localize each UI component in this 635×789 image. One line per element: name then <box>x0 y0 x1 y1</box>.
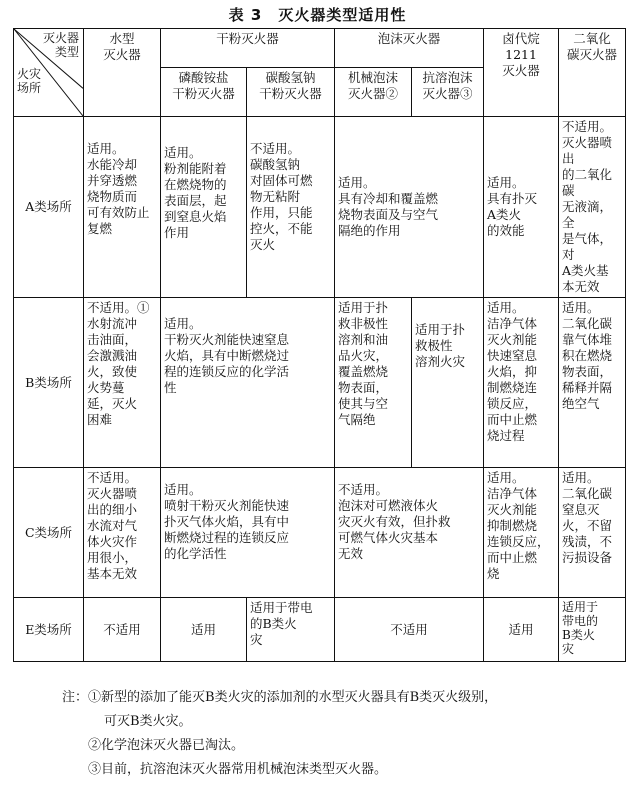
cell-e-foam: 不适用 <box>335 598 484 662</box>
cell-e-co2: 适用于 带电的 B类火 灾 <box>559 598 626 662</box>
header-dp-sodium: 碳酸氢钠 干粉灭火器 <box>247 68 335 117</box>
header-halon: 卤代烷 1211 灭火器 <box>484 29 559 117</box>
cell-c-foam: 不适用。 泡沫对可燃液体火 灾灭火有效，但扑救 可燃气体火灾基本 无效 <box>335 468 484 598</box>
cell-e-dp-sodium: 适用于带电 的B类火 灾 <box>247 598 335 662</box>
cell-c-halon: 适用。 洁净气体 灭火剂能 抑制燃烧 连锁反应， 而中止燃 烧 <box>484 468 559 598</box>
cell-e-water: 不适用 <box>84 598 161 662</box>
cell-b-halon: 适用。 洁净气体 灭火剂能 快速窒息 火焰，抑 制燃烧连 锁反应， 而中止燃 烧过程 <box>484 298 559 468</box>
row-label-c: C类场所 <box>14 468 84 598</box>
cell-a-co2: 不适用。 灭火器喷出 的二氧化碳 无液滴，全 是气体，对 A类火基 本无效 <box>559 117 626 298</box>
cell-a-dp-sodium: 不适用。 碳酸氢钠 对固体可燃 物无粘附 作用，只能 控火，不能 灭火 <box>247 117 335 298</box>
footnote-3: ③目前，抗溶泡沫灭火器常用机械泡沫类型灭火器。 <box>88 762 388 777</box>
cell-c-water: 不适用。 灭火器喷 出的细小 水流对气 体火灾作 用很小， 基本无效 <box>84 468 161 598</box>
footnote-1-line-2: 可灭B类火灾。 <box>104 714 192 729</box>
header-foam-mech: 机械泡沫 灭火器② <box>335 68 412 117</box>
footnote-1-line-1: ①新型的添加了能灭B类火灾的添加剂的水型灭火器具有B类灭火级别， <box>88 690 498 705</box>
header-foam: 泡沫灭火器 <box>335 29 484 68</box>
corner-place-label: 火灾 场所 <box>17 67 42 95</box>
notes-label: 注： <box>62 690 89 705</box>
cell-e-dp-ammonium: 适用 <box>161 598 247 662</box>
cell-c-dry-powder: 适用。 喷射干粉灭火剂能快速 扑灭气体火焰，具有中 断燃烧过程的连锁反应 的化学活性 <box>161 468 335 598</box>
table-title: 表 3 灭火器类型适用性 <box>228 6 407 24</box>
cell-e-halon: 适用 <box>484 598 559 662</box>
cell-b-co2: 适用。 二氧化碳 靠气体堆 积在燃烧 物表面， 稀释并隔 绝空气 <box>559 298 626 468</box>
footnote-1 <box>62 686 627 710</box>
cell-b-water: 不适用。① 水射流冲 击油面， 会激溅油 火，致使 火势蔓 延，灭火 困难 <box>84 298 161 468</box>
header-dry-powder: 干粉灭火器 <box>161 29 335 68</box>
row-label-e: E类场所 <box>14 598 84 662</box>
corner-header-cell <box>14 29 84 117</box>
cell-a-halon: 适用。 具有扑灭 A类火 的效能 <box>484 117 559 298</box>
cell-b-foam-anti: 适用于扑 救极性 溶剂火灾 <box>412 298 484 468</box>
table-row <box>14 117 626 298</box>
header-water: 水型 灭火器 <box>84 29 161 117</box>
table-row <box>14 298 626 468</box>
header-co2: 二氧化 碳灭火器 <box>559 29 626 117</box>
extinguisher-table <box>13 28 626 662</box>
corner-type-label: 灭火器 类型 <box>42 31 79 59</box>
table-row <box>14 598 626 662</box>
row-label-b: B类场所 <box>14 298 84 468</box>
cell-c-co2: 适用。 二氧化碳 窒息灭 火，不留 残渍，不 污损设备 <box>559 468 626 598</box>
footnote-2: ②化学泡沫灭火器已淘汰。 <box>88 738 245 753</box>
row-label-a: A类场所 <box>14 117 84 298</box>
cell-a-dp-ammonium: 适用。 粉剂能附着 在燃烧物的 表面层，起 到窒息火焰 作用 <box>161 117 247 298</box>
header-foam-anti: 抗溶泡沫 灭火器③ <box>412 68 484 117</box>
table-row <box>14 468 626 598</box>
footnotes <box>62 686 627 782</box>
cell-b-dry-powder: 适用。 干粉灭火剂能快速窒息 火焰，具有中断燃烧过 程的连锁反应的化学活 性 <box>161 298 335 468</box>
cell-b-foam-mech: 适用于扑 救非极性 溶剂和油 品火灾， 覆盖燃烧 物表面， 使其与空 气隔绝 <box>335 298 412 468</box>
header-dp-ammonium: 磷酸铵盐 干粉灭火器 <box>161 68 247 117</box>
cell-a-foam: 适用。 具有冷却和覆盖燃 烧物表面及与空气 隔绝的作用 <box>335 117 484 298</box>
cell-a-water: 适用。 水能冷却 并穿透燃 烧物质而 可有效防止 复燃 <box>84 117 161 298</box>
